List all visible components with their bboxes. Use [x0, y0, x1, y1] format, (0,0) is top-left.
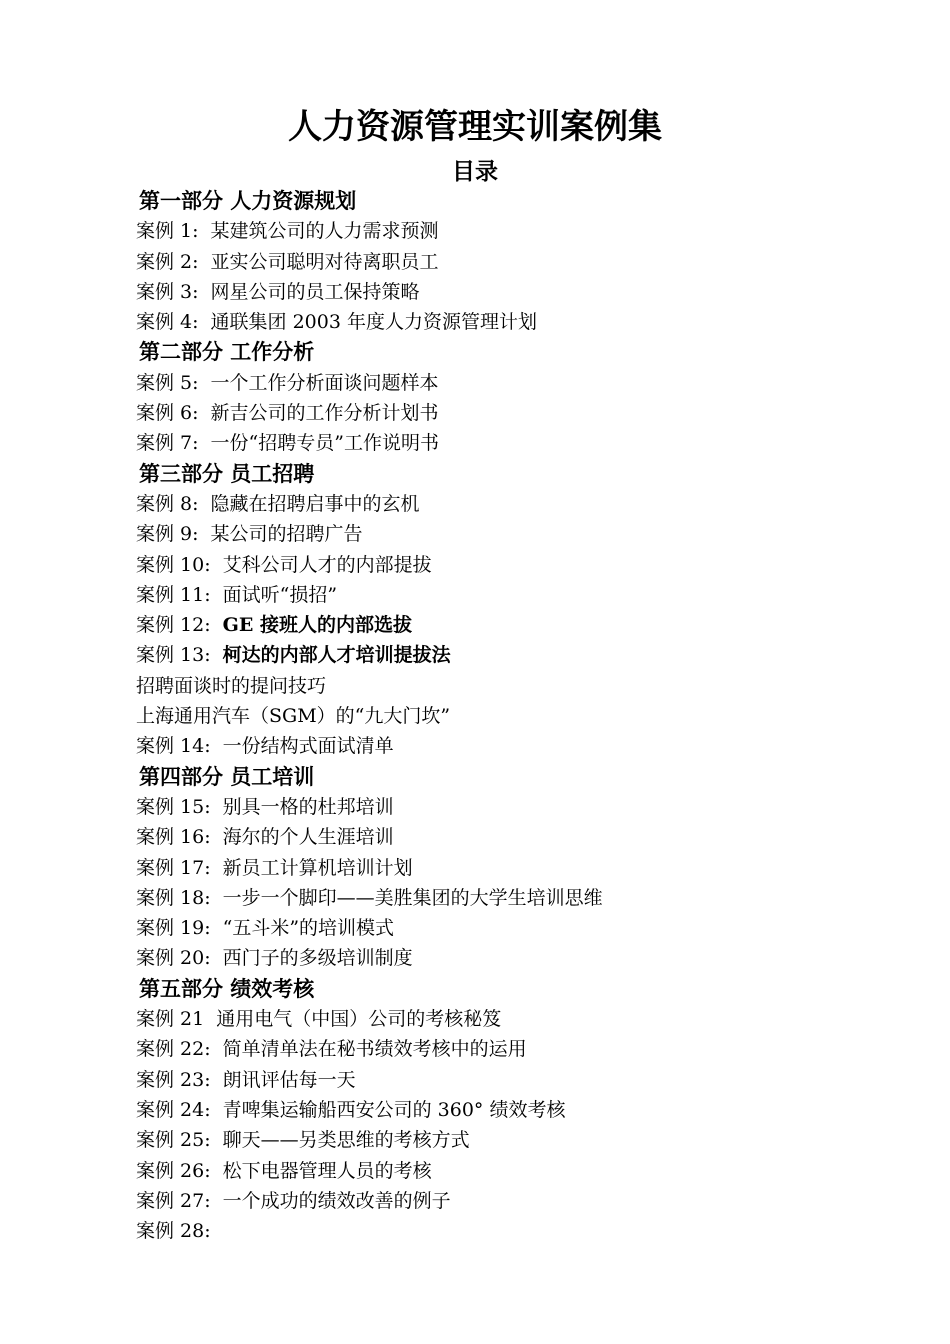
- case-label: 案例 4:: [136, 311, 199, 334]
- toc-case-entry: [136, 277, 836, 307]
- toc-case-entry: [136, 216, 836, 246]
- case-title: 青啤集运输船西安公司的 360° 绩效考核: [222, 1098, 566, 1121]
- toc-case-entry: [136, 1065, 836, 1095]
- case-label: 案例 28:: [136, 1220, 211, 1243]
- case-title: 朗讯评估每一天: [222, 1068, 356, 1091]
- toc-case-entry: [136, 368, 836, 398]
- toc-part-heading: 第一部分 人力资源规划: [139, 189, 357, 213]
- case-label: 案例 25:: [136, 1129, 211, 1152]
- case-label: 案例 7:: [136, 432, 199, 455]
- toc-case-entry: [136, 519, 836, 549]
- case-title: 面试听“损招”: [222, 583, 338, 606]
- toc-case-entry: [136, 489, 836, 519]
- toc-case-entry: [136, 913, 836, 943]
- toc-case-entry: [136, 1125, 836, 1155]
- case-label: 案例 19:: [136, 917, 211, 940]
- case-title: 聊天——另类思维的考核方式: [222, 1129, 470, 1152]
- toc-case-entry: [136, 1034, 836, 1064]
- case-label: 案例 23:: [136, 1068, 211, 1091]
- case-title: 柯达的内部人才培训提拔法: [222, 644, 451, 667]
- toc-part-heading: 第三部分 员工招聘: [139, 461, 315, 486]
- case-title: 一步一个脚印——美胜集团的大学生培训思维: [222, 886, 603, 909]
- toc-case-entry: [136, 610, 836, 640]
- case-title: 一个工作分析面谈问题样本: [210, 371, 439, 394]
- toc-case-entry: [136, 398, 836, 428]
- case-title: 亚实公司聪明对待离职员工: [210, 250, 439, 273]
- document-title: 人力资源管理实训案例集: [288, 107, 662, 147]
- toc-part-heading: 第二部分 工作分析: [139, 340, 315, 365]
- case-title: 别具一格的杜邦培训: [222, 795, 394, 818]
- toc-entry: 招聘面谈时的提问技巧: [136, 674, 327, 697]
- toc-part-heading: 第五部分 绩效考核: [139, 976, 315, 1001]
- case-title: 某建筑公司的人力需求预测: [210, 220, 439, 243]
- case-label: 案例 22:: [136, 1038, 211, 1061]
- case-label: 案例 27:: [136, 1189, 211, 1212]
- case-title: 网星公司的员工保持策略: [210, 280, 420, 303]
- case-label: 案例 10:: [136, 553, 211, 576]
- case-label: 案例 24:: [136, 1098, 211, 1121]
- case-label: 案例 6:: [136, 402, 199, 425]
- case-label: 案例 9:: [136, 523, 199, 546]
- case-title: 艾科公司人才的内部提拔: [222, 553, 432, 576]
- case-title: 西门子的多级培训制度: [222, 947, 413, 970]
- case-title: 一份“招聘专员”工作说明书: [210, 432, 439, 455]
- toc-case-entry: [136, 1004, 836, 1034]
- case-title: 新员工计算机培训计划: [222, 856, 413, 879]
- case-title: 简单清单法在秘书绩效考核中的运用: [222, 1038, 527, 1061]
- case-label: 案例 1:: [136, 220, 199, 243]
- case-title: 通用电气（中国）公司的考核秘笈: [216, 1008, 502, 1031]
- toc-case-entry: [136, 428, 836, 458]
- case-label: 案例 16:: [136, 826, 211, 849]
- case-label: 案例 8:: [136, 492, 199, 515]
- case-title: 某公司的招聘广告: [210, 523, 363, 546]
- case-label: 案例 3:: [136, 280, 199, 303]
- toc-case-entry: [136, 822, 836, 852]
- toc-case-entry: [136, 307, 836, 337]
- case-label: 案例 2:: [136, 250, 199, 273]
- toc-heading: 目录: [452, 159, 498, 185]
- toc-case-entry: [136, 731, 836, 761]
- toc-case-entry: [136, 1216, 836, 1246]
- case-title: “五斗米”的培训模式: [222, 917, 395, 940]
- case-label: 案例 11:: [136, 583, 211, 606]
- toc-case-entry: [136, 580, 836, 610]
- case-title: 松下电器管理人员的考核: [222, 1159, 432, 1182]
- case-title: 隐藏在招聘启事中的玄机: [210, 492, 420, 515]
- toc-case-entry: [136, 1095, 836, 1125]
- toc-part-heading: 第四部分 员工培训: [139, 764, 315, 789]
- case-label: 案例 14:: [136, 735, 211, 758]
- case-title: 新吉公司的工作分析计划书: [210, 402, 439, 425]
- case-title: 通联集团 2003 年度人力资源管理计划: [210, 311, 537, 334]
- toc-case-entry: [136, 1156, 836, 1186]
- case-label: 案例 5:: [136, 371, 199, 394]
- case-label: 案例 26:: [136, 1159, 211, 1182]
- case-title: GE 接班人的内部选拔: [222, 614, 412, 637]
- case-title: 一个成功的绩效改善的例子: [222, 1189, 451, 1212]
- case-title: 一份结构式面试清单: [222, 735, 394, 758]
- case-label: 案例 18:: [136, 886, 211, 909]
- case-label: 案例 13:: [136, 644, 211, 667]
- case-label: 案例 15:: [136, 795, 211, 818]
- toc-case-entry: [136, 943, 836, 973]
- toc-case-entry: [136, 550, 836, 580]
- toc-case-entry: [136, 792, 836, 822]
- case-label: 案例 21: [136, 1008, 205, 1031]
- case-label: 案例 17:: [136, 856, 211, 879]
- case-label: 案例 12:: [136, 614, 211, 637]
- case-label: 案例 20:: [136, 947, 211, 970]
- case-title: 海尔的个人生涯培训: [222, 826, 394, 849]
- toc-case-entry: [136, 1186, 836, 1216]
- toc-case-entry: [136, 247, 836, 277]
- toc-case-entry: [136, 883, 836, 913]
- toc-entry: 上海通用汽车（SGM）的“九大门坎”: [136, 705, 451, 728]
- table-of-contents: [136, 186, 836, 1246]
- toc-case-entry: [136, 853, 836, 883]
- toc-case-entry: [136, 640, 836, 670]
